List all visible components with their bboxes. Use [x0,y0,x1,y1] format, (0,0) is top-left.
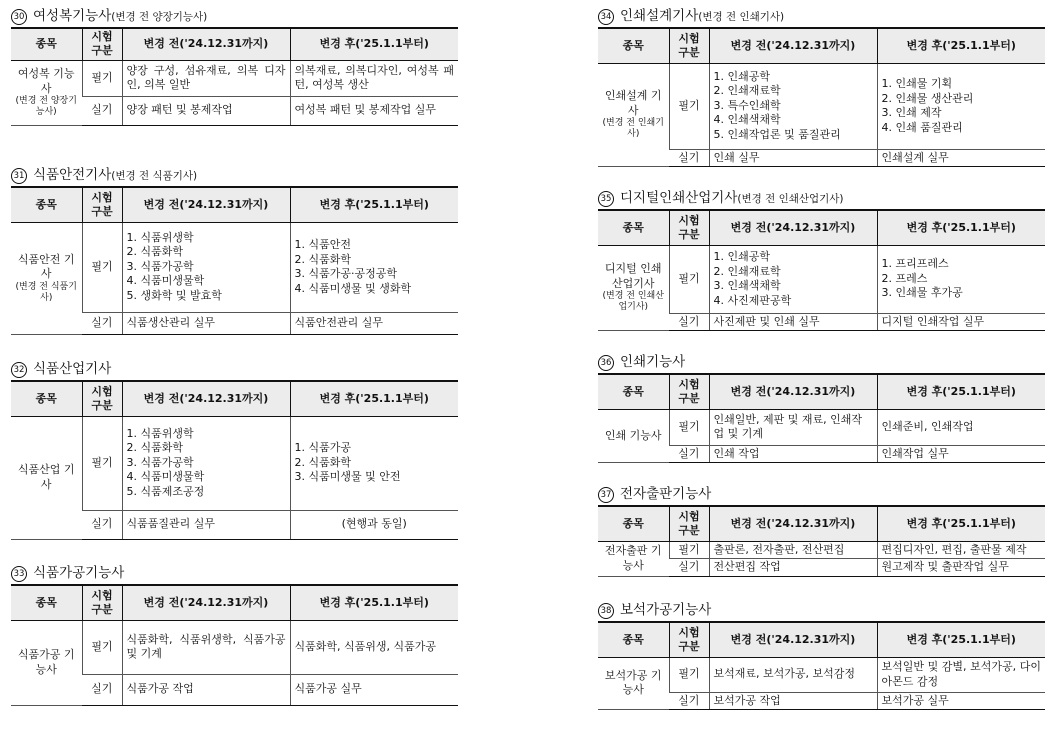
section-title-text: 인쇄기능사 [620,354,686,370]
exam-type-cell: 실기 [669,149,709,167]
after-cell [290,620,458,674]
exam-type-cell: 필기 [669,409,709,445]
before-cell [709,313,877,331]
table-row [11,620,458,674]
header-exam: 시험 구분 [669,210,709,245]
after-cell [290,312,458,334]
before-line: 3. 특수인쇄학 [713,98,781,112]
after-line: 인쇄준비, 인쇄작업 [881,419,974,433]
section-number: 36 [598,355,614,371]
after-line: 편집디자인, 편집, 출판물 제작 [881,542,1027,556]
section-title [11,562,458,584]
header-after: 변경 후('25.1.1부터) [877,374,1045,409]
before-line: 4. 식품미생물학 [126,470,205,484]
after-line: 보석일반 및 감별, 보석가공, 다이아몬드 감정 [881,660,1041,688]
table-row [598,409,1045,445]
category-former-name: (변경 전 식품기사) [15,281,77,303]
section-title-text: 식품안전기사 [33,167,112,183]
after-line: 인쇄작업 실무 [881,446,949,460]
category-name: 식품산업 기사 [17,463,75,491]
exam-type-cell: 필기 [82,620,122,674]
category-cell [11,620,82,705]
before-line: 1. 인쇄공학 [713,250,770,263]
change-table [598,621,1045,710]
after-cell [877,541,1045,559]
change-table [11,380,458,540]
before-line: 5. 식품제조공정 [126,484,205,498]
exam-type-cell: 필기 [82,222,122,312]
header-category: 종목 [11,381,82,416]
exam-type-cell: 실기 [82,674,122,705]
after-line: 1. 식품가공 [294,441,351,455]
header-exam: 시험 구분 [82,28,122,60]
after-line: 보석가공 실무 [881,693,949,707]
before-cell [122,60,290,96]
header-before: 변경 전('24.12.31까지) [709,28,877,63]
header-before: 변경 전('24.12.31까지) [122,585,290,620]
section-number: 34 [598,9,614,25]
section-title-text: 디지털인쇄산업기사 [620,190,738,206]
header-before: 변경 전('24.12.31까지) [709,622,877,657]
before-line: 식품가공 작업 [126,682,194,696]
section-title-note: (변경 전 인쇄산업기사) [737,193,844,205]
before-line: 보석재료, 보석가공, 보석감정 [713,667,855,681]
section-title [598,483,1045,505]
after-line: 2. 식품화학 [294,455,351,469]
after-cell [877,559,1045,577]
header-exam: 시험 구분 [82,187,122,222]
before-cell [709,541,877,559]
table-row [598,541,1045,559]
exam-type-cell: 실기 [669,559,709,577]
before-line: 2. 인쇄재료학 [713,84,781,98]
category-cell [11,60,82,125]
exam-type-cell: 필기 [669,657,709,692]
header-category: 종목 [598,622,669,657]
exam-type-cell: 실기 [82,510,122,539]
before-line: 4. 사진제판공학 [713,293,792,307]
header-after: 변경 후('25.1.1부터) [877,210,1045,245]
exam-type-cell: 필기 [82,416,122,510]
before-cell [709,245,877,313]
category-name: 여성복 기능사 [17,67,75,95]
after-cell [877,63,1045,149]
exam-type-cell: 실기 [82,312,122,334]
section-title-text: 여성복기능사 [33,8,112,24]
header-category: 종목 [11,585,82,620]
section-number: 35 [598,191,614,207]
after-cell [290,416,458,510]
section-32 [11,358,458,540]
before-line: 2. 인쇄재료학 [713,264,781,278]
change-table [598,209,1045,331]
change-table [11,186,458,335]
header-after: 변경 후('25.1.1부터) [877,622,1045,657]
section-title [598,351,1045,373]
section-35 [598,187,1045,331]
header-category: 종목 [598,506,669,541]
before-line: 인쇄 작업 [713,446,760,460]
before-line: 인쇄 실무 [713,150,760,164]
header-after: 변경 후('25.1.1부터) [290,187,458,222]
section-number: 31 [11,168,27,184]
before-line: 1. 식품위생학 [126,230,194,244]
category-former-name: (변경 전 양장기능사) [15,96,77,117]
before-line: 식품품질관리 실무 [126,517,216,531]
before-line: 식품생산관리 실무 [126,315,216,329]
header-category: 종목 [598,28,669,63]
exam-type-cell: 실기 [82,96,122,125]
exam-type-cell: 필기 [669,541,709,559]
header-after: 변경 후('25.1.1부터) [877,28,1045,63]
section-title [598,599,1045,621]
after-line: 4. 식품미생물 및 생화학 [294,281,412,295]
before-line: 양장 구성, 섬유재료, 의복 디자인, 의복 일반 [126,63,286,91]
category-name: 식품안전 기사 [17,252,75,280]
after-line: 1. 식품안전 [294,238,351,251]
section-number: 37 [598,487,614,503]
before-cell [709,445,877,463]
section-38 [598,599,1045,710]
section-33 [11,562,458,706]
change-table [11,584,458,706]
category-name: 전자출판 기능사 [604,544,662,572]
section-title [598,187,1045,209]
category-name: 인쇄설계 기사 [604,89,662,117]
before-line: 출판론, 전자출판, 전산편집 [713,542,845,556]
section-36 [598,351,1045,463]
before-cell [122,674,290,705]
section-title [11,164,458,186]
before-cell [709,657,877,692]
before-line: 5. 인쇄작업론 및 품질관리 [713,127,841,141]
after-line: 3. 인쇄물 후가공 [881,286,963,300]
category-name: 디지털 인쇄 산업기사 [604,262,662,290]
before-line: 3. 식품가공학 [126,455,194,469]
header-before: 변경 전('24.12.31까지) [709,374,877,409]
header-before: 변경 전('24.12.31까지) [122,28,290,60]
category-name: 인쇄 기능사 [604,428,662,442]
after-line: 원고제작 및 출판작업 실무 [881,560,1009,573]
exam-type-cell: 실기 [669,445,709,463]
category-former-name: (변경 전 인쇄기사) [602,118,664,140]
exam-type-cell: 실기 [669,692,709,710]
before-line: 4. 인쇄색채학 [713,113,781,127]
category-cell [598,657,669,710]
section-title [11,5,458,27]
before-line: 4. 식품미생물학 [126,274,205,288]
exam-type-cell: 실기 [669,313,709,331]
section-number: 30 [11,9,27,25]
header-before: 변경 전('24.12.31까지) [122,187,290,222]
after-line: 4. 인쇄 품질관리 [881,120,963,134]
before-line: 식품화학, 식품위생학, 식품가공 및 기계 [126,632,286,660]
after-line: 식품안전관리 실무 [294,315,384,329]
before-cell [122,620,290,674]
before-cell [122,96,290,125]
after-cell [877,692,1045,710]
after-line: 여성복 패턴 및 봉제작업 실무 [294,103,436,117]
section-title [598,5,1045,27]
section-title-note: (변경 전 인쇄기사) [698,11,785,23]
table-row [598,245,1045,313]
after-line: (현행과 동일) [341,517,407,531]
after-line: 3. 식품가공·공정공학 [294,267,397,280]
exam-type-cell: 필기 [669,63,709,149]
after-cell [877,657,1045,692]
header-exam: 시험 구분 [669,374,709,409]
before-line: 2. 식품화학 [126,441,183,455]
header-exam: 시험 구분 [669,622,709,657]
category-cell [11,222,82,334]
table-row [11,222,458,312]
header-exam: 시험 구분 [82,381,122,416]
after-line: 2. 인쇄물 생산관리 [881,91,974,105]
after-line: 3. 식품미생물 및 안전 [294,470,401,484]
before-line: 5. 생화학 및 발효학 [126,288,222,302]
section-title-note: (변경 전 식품기사) [111,170,198,182]
before-cell [709,692,877,710]
before-cell [709,559,877,577]
before-line: 사진제판 및 인쇄 실무 [713,314,820,328]
category-cell [11,416,82,539]
before-cell [122,416,290,510]
category-name: 식품가공 기능사 [17,648,75,676]
section-number: 33 [11,566,27,582]
before-cell [709,409,877,445]
before-cell [122,312,290,334]
before-line: 3. 인쇄색채학 [713,279,781,292]
category-former-name: (변경 전 인쇄산업기사) [602,291,664,313]
after-cell [877,149,1045,167]
after-line: 1. 인쇄물 기획 [881,77,953,90]
after-cell [290,60,458,96]
header-exam: 시험 구분 [669,506,709,541]
before-cell [122,222,290,312]
header-after: 변경 후('25.1.1부터) [290,381,458,416]
section-31 [11,164,458,335]
category-cell [598,245,669,331]
section-title-text: 보석가공기능사 [620,602,712,618]
after-cell [290,222,458,312]
before-line: 3. 식품가공학 [126,259,194,273]
after-cell [290,674,458,705]
exam-type-cell: 필기 [669,245,709,313]
before-line: 2. 식품화학 [126,245,183,259]
header-after: 변경 후('25.1.1부터) [290,28,458,60]
after-cell [877,245,1045,313]
section-number: 32 [11,362,27,378]
table-row [11,416,458,510]
header-before: 변경 전('24.12.31까지) [709,210,877,245]
after-cell [290,96,458,125]
category-name: 보석가공 기능사 [604,668,662,697]
header-after: 변경 후('25.1.1부터) [290,585,458,620]
before-line: 보석가공 작업 [713,693,781,707]
after-line: 2. 프레스 [881,271,928,285]
table-row [598,657,1045,692]
after-line: 식품화학, 식품위생, 식품가공 [294,639,436,653]
before-line: 양장 패턴 및 봉제작업 [126,103,233,117]
change-table [598,505,1045,577]
category-cell [598,63,669,167]
before-line: 전산편집 작업 [713,560,781,573]
section-number: 38 [598,603,614,619]
after-line: 의복재료, 의복디자인, 여성복 패턴, 여성복 생산 [294,63,454,91]
after-cell [877,445,1045,463]
section-title-text: 식품가공기능사 [33,565,125,581]
change-table [598,373,1045,463]
after-line: 1. 프리프레스 [881,257,949,271]
category-cell [598,409,669,463]
header-category: 종목 [11,187,82,222]
after-cell [290,510,458,539]
header-exam: 시험 구분 [669,28,709,63]
before-line: 1. 식품위생학 [126,426,194,440]
table-row [598,63,1045,149]
section-37 [598,483,1045,577]
after-line: 디지털 인쇄작업 실무 [881,314,985,328]
after-line: 식품가공 실무 [294,682,362,696]
change-table [11,27,458,126]
header-exam: 시험 구분 [82,585,122,620]
section-title-note: (변경 전 양장기능사) [111,11,208,23]
after-cell [877,409,1045,445]
category-cell [598,541,669,576]
before-cell [709,149,877,167]
before-line: 인쇄일반, 제판 및 재료, 인쇄작업 및 기계 [713,412,862,440]
before-line: 1. 인쇄공학 [713,69,770,83]
header-category: 종목 [11,28,82,60]
header-before: 변경 전('24.12.31까지) [709,506,877,541]
change-table [598,27,1045,167]
after-line: 2. 식품화학 [294,252,351,266]
section-title-text: 인쇄설계기사 [620,8,699,24]
header-before: 변경 전('24.12.31까지) [122,381,290,416]
section-title-text: 식품산업기사 [33,361,112,377]
after-line: 3. 인쇄 제작 [881,106,942,119]
exam-type-cell: 필기 [82,60,122,96]
before-cell [122,510,290,539]
table-row [11,60,458,96]
header-category: 종목 [598,374,669,409]
section-30 [11,5,458,126]
before-cell [709,63,877,149]
section-title-text: 전자출판기능사 [620,486,712,502]
section-title [11,358,458,380]
after-cell [877,313,1045,331]
after-line: 인쇄설계 실무 [881,150,949,164]
section-34 [598,5,1045,167]
header-category: 종목 [598,210,669,245]
header-after: 변경 후('25.1.1부터) [877,506,1045,541]
